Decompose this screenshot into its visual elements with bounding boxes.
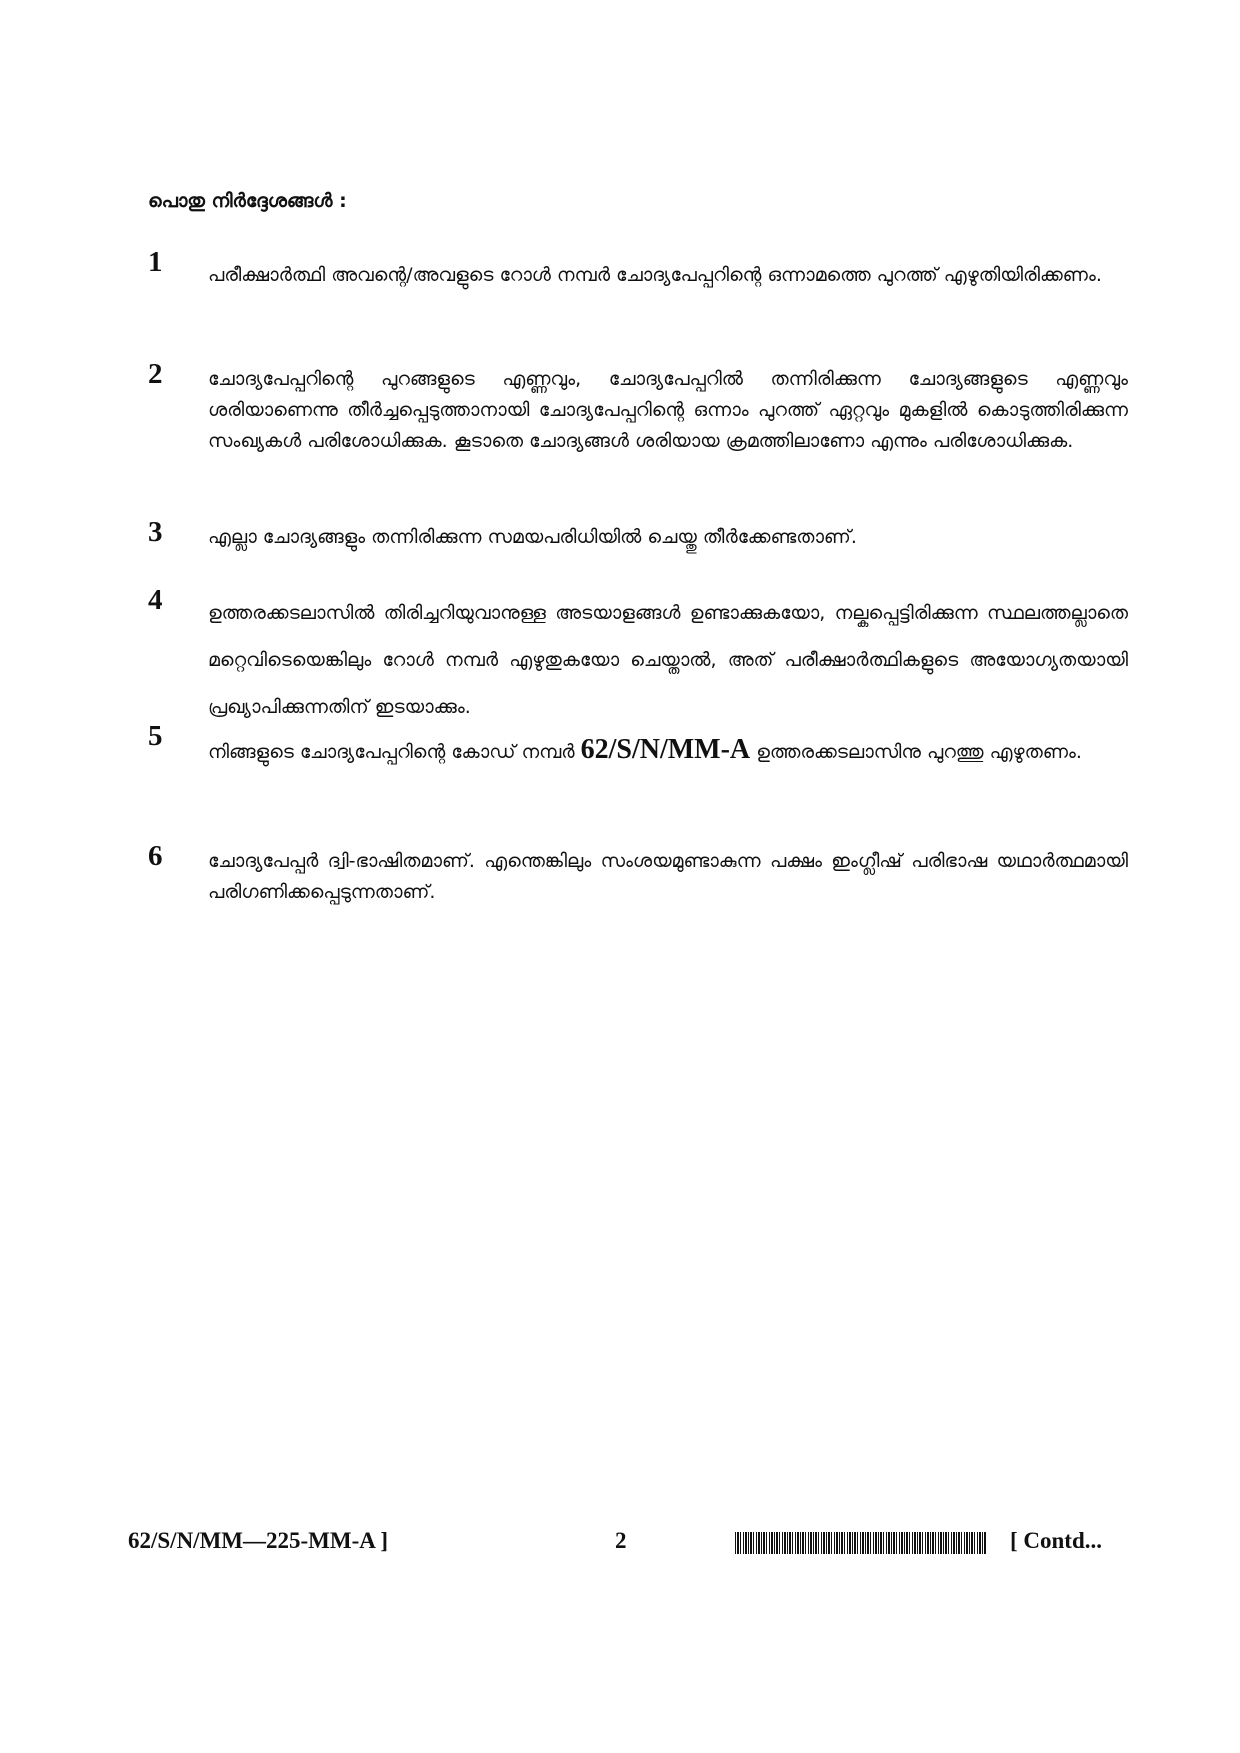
- barcode-icon: [735, 1532, 987, 1554]
- instruction-text: ഉത്തരക്കടലാസിൽ തിരിച്ചറിയുവാനുള്ള അടയാളങ്ങൾ ഉണ്ടാക്കുകയോ, നല്കപ്പെട്ടിരിക്കുന്ന സ്ഥലത്തല്ലാതെ മറ്റെവിടെയെങ്കിലും റോൾ നമ്പർ എഴുതുകയോ ചെയ്താൽ, അത് പരീക്ഷാർത്ഥികളുടെ അയോഗ്യതയായി പ്രഖ്യാപിക്കുന്നതിന് ഇടയാക്കും.: [208, 602, 1128, 718]
- instruction-number: 2: [148, 358, 163, 390]
- footer-page-number: 2: [615, 1528, 627, 1553]
- instruction-text-before: നിങ്ങളുടെ ചോദ്യപേപ്പറിന്റെ കോഡ് നമ്പർ: [208, 741, 575, 763]
- instruction-number: 4: [148, 584, 163, 616]
- instruction-text-after: ഉത്തരക്കടലാസിനു പുറത്തു എഴുതണം.: [756, 741, 1082, 763]
- instructions-heading: പൊതു നിർദ്ദേശങ്ങൾ :: [148, 190, 347, 212]
- instruction-text: ചോദ്യപേപ്പറിന്റെ പുറങ്ങളുടെ എണ്ണവും, ചോദ്യപേപ്പറിൽ തന്നിരിക്കുന്ന ചോദ്യങ്ങളുടെ എണ്ണവും ശരിയാണെന്നു തീർച്ചപ്പെടുത്താനായി ചോദ്യപേപ്പറിന്റെ ഒന്നാം പുറത്ത് ഏറ്റവും മുകളിൽ കൊടുത്തിരിക്കുന്ന സംഖ്യകൾ പരിശോധിക്കുക. കൂടാതെ ചോദ്യങ്ങൾ ശരിയായ ക്രമത്തിലാണോ എന്നും പരിശോധിക്കുക.: [208, 368, 1128, 452]
- instruction-text: [208, 726, 1128, 776]
- footer-paper-code: 62/S/N/MM—225-MM-A ]: [128, 1528, 388, 1553]
- instruction-number: 5: [148, 720, 163, 752]
- footer-contd: [ Contd...: [1010, 1528, 1103, 1553]
- instruction-number: 3: [148, 516, 163, 548]
- instruction-number: 1: [148, 246, 163, 278]
- instruction-text: പരീക്ഷാർത്ഥി അവന്റെ/അവളുടെ റോൾ നമ്പർ ചോദ്യപേപ്പറിന്റെ ഒന്നാമത്തെ പുറത്ത് എഴുതിയിരിക്കണം.: [208, 264, 1102, 286]
- paper-code: 62/S/N/MM-A: [580, 734, 751, 765]
- instruction-text: ചോദ്യപേപ്പർ ദ്വി-ഭാഷിതമാണ്. എന്തെങ്കിലും സംശയമുണ്ടാകുന്ന പക്ഷം ഇംഗ്ലീഷ് പരിഭാഷ യഥാർത്ഥമായി പരിഗണിക്കപ്പെടുന്നതാണ്.: [208, 850, 1128, 903]
- instruction-number: 6: [148, 840, 163, 872]
- instruction-text: എല്ലാ ചോദ്യങ്ങളും തന്നിരിക്കുന്ന സമയപരിധിയിൽ ചെയ്തു തീർക്കേണ്ടതാണ്.: [208, 526, 857, 548]
